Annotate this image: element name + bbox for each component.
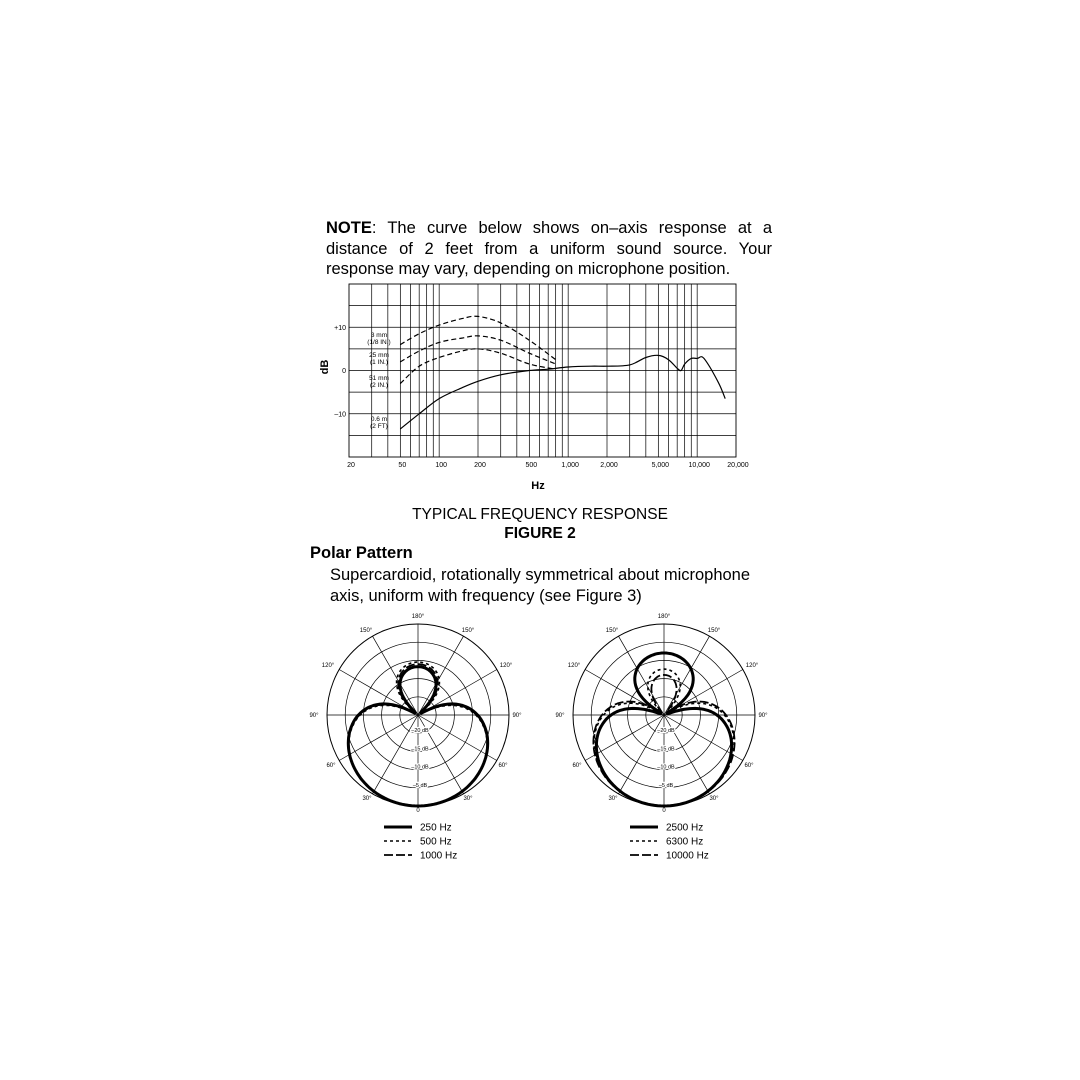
radial-label: –5 dB — [658, 782, 674, 789]
series-label: 51 mm — [369, 375, 389, 382]
figure-label: FIGURE 2 — [504, 525, 576, 542]
legend-label: 6300 Hz — [666, 836, 704, 848]
series-sublabel: (1 IN.) — [369, 359, 389, 366]
angle-label: 30° — [709, 796, 719, 802]
angle-label: 150° — [359, 628, 373, 634]
x-axis-label: Hz — [531, 480, 545, 492]
polar-pattern-description: Supercardioid, rotationally symmetrical about microphone axis, uniform with frequency (see Figure 3) — [330, 566, 751, 605]
note-lead: NOTE — [326, 219, 372, 237]
angle-label: 30° — [608, 796, 618, 802]
radial-label: –20 dB — [657, 728, 675, 735]
x-tick-label: 50 — [398, 462, 407, 469]
angle-label: 90° — [758, 713, 768, 719]
angle-label: 120° — [321, 663, 335, 669]
angle-label: 60° — [498, 763, 508, 769]
note-paragraph — [326, 218, 772, 280]
x-tick-label: 100 — [435, 462, 448, 469]
polar-pattern-title: Polar Pattern — [310, 544, 413, 562]
polar-spoke — [373, 715, 419, 794]
y-tick-label: –10 — [334, 411, 346, 419]
angle-label: 30° — [362, 796, 372, 802]
figure-caption: TYPICAL FREQUENCY RESPONSE — [412, 506, 668, 523]
angle-label: 180° — [411, 614, 425, 620]
polar-spoke — [418, 715, 497, 761]
angle-label: 0 — [416, 808, 420, 814]
x-tick-label: 5,000 — [651, 462, 670, 469]
series-label: 25 mm — [369, 352, 389, 359]
series-sublabel: (2 FT) — [370, 423, 388, 430]
angle-label: 30° — [463, 796, 473, 802]
legend-label: 2500 Hz — [666, 822, 704, 834]
angle-label: 0 — [662, 808, 666, 814]
x-tick-label: 1,000 — [561, 462, 579, 469]
polar-spoke — [339, 715, 418, 761]
radial-label: –10 dB — [411, 764, 429, 771]
angle-label: 90° — [512, 713, 522, 719]
legend-label: 10000 Hz — [666, 850, 709, 862]
radial-label: –10 dB — [657, 764, 675, 771]
y-tick-label: 0 — [342, 368, 346, 375]
angle-label: 90° — [309, 713, 319, 719]
angle-label: 150° — [605, 628, 619, 634]
polar-spoke — [664, 636, 710, 715]
angle-label: 60° — [744, 763, 754, 769]
angle-label: 60° — [326, 763, 336, 769]
y-tick-label: +10 — [334, 324, 346, 332]
x-tick-label: 500 — [525, 462, 538, 469]
radial-label: –5 dB — [412, 782, 428, 789]
y-axis-label: dB — [319, 359, 331, 375]
angle-label: 120° — [567, 663, 581, 669]
polar-spoke — [619, 715, 665, 794]
series-sublabel: (2 IN.) — [369, 382, 389, 389]
x-tick-label: 20,000 — [727, 462, 749, 469]
angle-label: 180° — [657, 614, 671, 620]
angle-label: 150° — [461, 628, 475, 634]
angle-label: 60° — [572, 763, 582, 769]
legend-label: 1000 Hz — [420, 850, 458, 862]
polar-chart-high — [546, 610, 786, 870]
series-label: 3 mm — [370, 332, 388, 339]
legend-label: 500 Hz — [420, 836, 452, 848]
angle-label: 120° — [499, 663, 513, 669]
x-tick-label: 200 — [474, 462, 486, 469]
polar-chart-low — [300, 610, 540, 870]
radial-label: –15 dB — [411, 746, 429, 753]
frequency-response-chart — [310, 280, 750, 500]
x-tick-label: 2,000 — [600, 462, 618, 469]
radial-label: –15 dB — [657, 746, 675, 753]
note-text: : The curve below shows on–axis response at a distance of 2 feet from a uniform sound source. Your response may vary, depending on microphone position. — [326, 219, 772, 278]
x-tick-label: 10,000 — [688, 462, 710, 469]
angle-label: 150° — [707, 628, 721, 634]
angle-label: 90° — [555, 713, 565, 719]
x-tick-label: 20 — [347, 462, 355, 469]
series-label: 0.6 m — [370, 416, 388, 423]
radial-label: –20 dB — [411, 728, 429, 735]
series-sublabel: (1/8 IN.) — [367, 339, 391, 346]
legend-label: 250 Hz — [420, 822, 452, 834]
angle-label: 120° — [745, 663, 759, 669]
